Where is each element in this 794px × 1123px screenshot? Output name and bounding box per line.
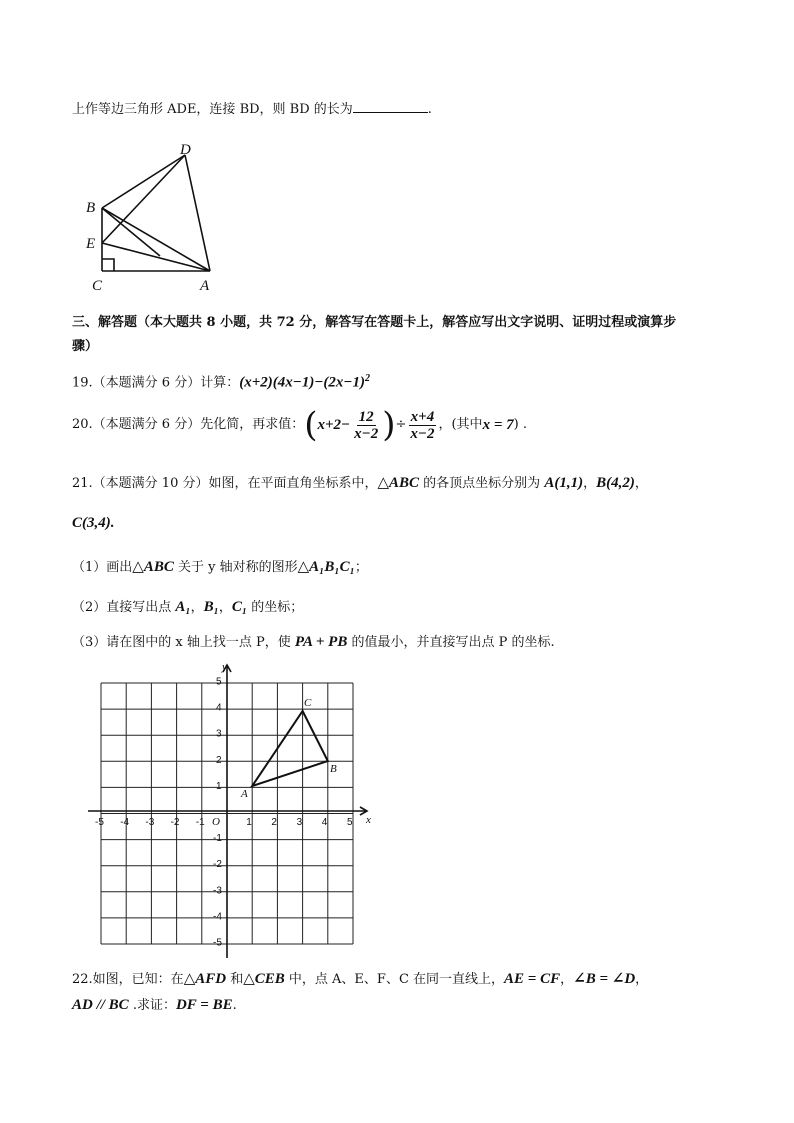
p2-c1: C₁ bbox=[231, 599, 248, 615]
q20-note: ，(其中 bbox=[438, 417, 483, 432]
point-a-coord: A(1,1) bbox=[544, 475, 584, 491]
x-tick-label: O bbox=[212, 816, 220, 828]
fraction-2-numerator: x+4 bbox=[410, 408, 435, 425]
section-title-line1: 三、解答题（本大题共 8 小题，共 72 分，解答写在答题卡上，解答应写出文字说明、证明过程或演算步 bbox=[72, 315, 677, 330]
left-paren: ( bbox=[304, 405, 318, 445]
q22-c: 中，点 A、E、F、C 在同一直线上， bbox=[284, 972, 505, 987]
triangle-figure bbox=[80, 138, 230, 298]
q20-term: x+2− bbox=[317, 417, 351, 433]
q22-a: 22.如图，已知：在 bbox=[72, 972, 184, 987]
x-tick-label: -3 bbox=[145, 817, 155, 828]
q22-b: 和 bbox=[226, 972, 244, 987]
p1-triangle: △ABC bbox=[132, 559, 174, 575]
question-22-line1 bbox=[72, 970, 648, 989]
p1-c: ； bbox=[354, 560, 368, 575]
q20-condition: x = 7 bbox=[482, 417, 514, 433]
x-tick-label: -5 bbox=[95, 817, 104, 828]
x-tick-label: 5 bbox=[347, 817, 353, 828]
p3-expression: PA + PB bbox=[294, 634, 348, 650]
section-title-line2: 骤） bbox=[72, 339, 99, 354]
x-axis-label: x bbox=[366, 814, 371, 826]
triangle-abc bbox=[252, 711, 328, 786]
segment-bd-inner bbox=[102, 208, 160, 256]
p2-b: 的坐标； bbox=[247, 600, 304, 615]
label-e: E bbox=[86, 236, 96, 252]
p2-sep1: ， bbox=[190, 600, 204, 615]
q22-sep-1: ， bbox=[560, 972, 574, 987]
x-tick-label: 2 bbox=[271, 817, 277, 828]
x-tick-label: -2 bbox=[170, 817, 180, 828]
point-b-coord: B(4,2) bbox=[596, 475, 635, 491]
q20-prefix: 20.（本题满分 6 分）先化简，再求值： bbox=[72, 417, 305, 432]
q19-exponent: 2 bbox=[365, 373, 371, 384]
p2-sep2: ， bbox=[218, 600, 232, 615]
point-c-coord: C(3,4). bbox=[72, 515, 115, 531]
answer-blank[interactable] bbox=[353, 100, 428, 113]
q19-expression: (x+2)(4x−1)−(2x−1) bbox=[239, 374, 366, 391]
y-tick-label: -4 bbox=[213, 911, 222, 923]
p3-a: （3）请在图中的 x 轴上找一点 P，使 bbox=[72, 635, 295, 650]
q22-cond-1: AE = CF bbox=[504, 971, 561, 987]
q22-sep-2: ， bbox=[635, 972, 649, 987]
y-tick-label: 5 bbox=[216, 676, 222, 688]
question-22-line2 bbox=[72, 996, 237, 1015]
p2-b1: B₁ bbox=[203, 599, 219, 615]
q20-end: ) . bbox=[513, 417, 527, 432]
question-21-line2 bbox=[72, 514, 115, 533]
y-tick-label: 1 bbox=[216, 780, 222, 792]
q20-fraction-1 bbox=[352, 409, 380, 442]
q21-intro-b: 的各顶点坐标分别为 bbox=[419, 476, 545, 491]
question-20 bbox=[72, 405, 527, 445]
question-21-line1 bbox=[72, 474, 648, 493]
p3-b: 的值最小，并直接写出点 P 的坐标. bbox=[347, 635, 555, 650]
fraction-1-denominator: x−2 bbox=[354, 425, 379, 442]
y-tick-label: -2 bbox=[213, 859, 222, 871]
q21-part3 bbox=[72, 633, 555, 652]
y-tick-label: 2 bbox=[216, 754, 222, 766]
p1-b: 关于 y 轴对称的图形 bbox=[173, 560, 298, 575]
section-title bbox=[72, 314, 676, 356]
x-tick-label: 4 bbox=[321, 817, 328, 828]
vertex-b-label: B bbox=[330, 763, 337, 775]
q18-text bbox=[72, 100, 432, 119]
q22-triangle-ceb: △CEB bbox=[243, 971, 285, 987]
q21-part1 bbox=[72, 558, 368, 577]
fraction-1-numerator: 12 bbox=[358, 408, 374, 425]
y-tick-label: 3 bbox=[216, 728, 222, 740]
q18-end: . bbox=[427, 102, 432, 117]
y-tick-label: 4 bbox=[216, 702, 222, 714]
x-tick-label: -4 bbox=[120, 817, 130, 828]
divide-sign: ÷ bbox=[395, 417, 407, 432]
question-19 bbox=[72, 370, 370, 392]
label-d: D bbox=[180, 142, 191, 158]
segment-ed bbox=[102, 155, 185, 243]
q20-fraction-2 bbox=[408, 409, 436, 442]
y-axis-label: y bbox=[222, 661, 227, 673]
label-a: A bbox=[200, 278, 210, 294]
q22-cond-3: AD // BC bbox=[72, 997, 129, 1013]
p2-a: （2）直接写出点 bbox=[72, 600, 176, 615]
label-b: B bbox=[86, 200, 96, 216]
x-tick-label: 1 bbox=[246, 817, 252, 828]
segment-ea bbox=[102, 243, 210, 271]
segment-ba bbox=[102, 208, 210, 271]
vertex-a-label: A bbox=[241, 788, 248, 800]
q21-triangle: △ABC bbox=[377, 475, 420, 491]
vertex-c-label: C bbox=[304, 697, 312, 709]
sep-2: ， bbox=[634, 476, 648, 491]
q21-part2 bbox=[72, 598, 303, 617]
p1-triangle-image: △A₁B₁C₁ bbox=[297, 559, 355, 575]
x-tick-label: -1 bbox=[195, 817, 205, 828]
q22-goal: DF = BE bbox=[175, 997, 233, 1013]
q18-tail: 上作等边三角形 ADE，连接 BD，则 BD 的长为 bbox=[72, 102, 353, 117]
y-tick-label: -1 bbox=[213, 833, 222, 845]
q22-d: .求证： bbox=[128, 998, 176, 1013]
right-angle-mark bbox=[102, 259, 114, 271]
y-tick-label: -3 bbox=[213, 885, 222, 897]
fraction-2-denominator: x−2 bbox=[410, 425, 435, 442]
q19-prefix: 19.（本题满分 6 分）计算： bbox=[72, 375, 240, 391]
right-paren: ) bbox=[382, 405, 396, 445]
q21-intro: 21.（本题满分 10 分）如图，在平面直角坐标系中， bbox=[72, 476, 378, 491]
label-c: C bbox=[92, 278, 103, 294]
q22-cond-2: ∠B = ∠D bbox=[573, 971, 636, 987]
p1-a: （1）画出 bbox=[72, 560, 133, 575]
q22-triangle-afd: △AFD bbox=[183, 971, 227, 987]
q22-end: . bbox=[232, 998, 237, 1013]
x-tick-label: 3 bbox=[296, 817, 303, 828]
sep-1: ， bbox=[583, 476, 597, 491]
y-tick-label: -5 bbox=[213, 937, 222, 949]
p2-a1: A₁ bbox=[175, 599, 191, 615]
segment-da bbox=[185, 155, 210, 271]
coordinate-grid bbox=[86, 660, 376, 960]
